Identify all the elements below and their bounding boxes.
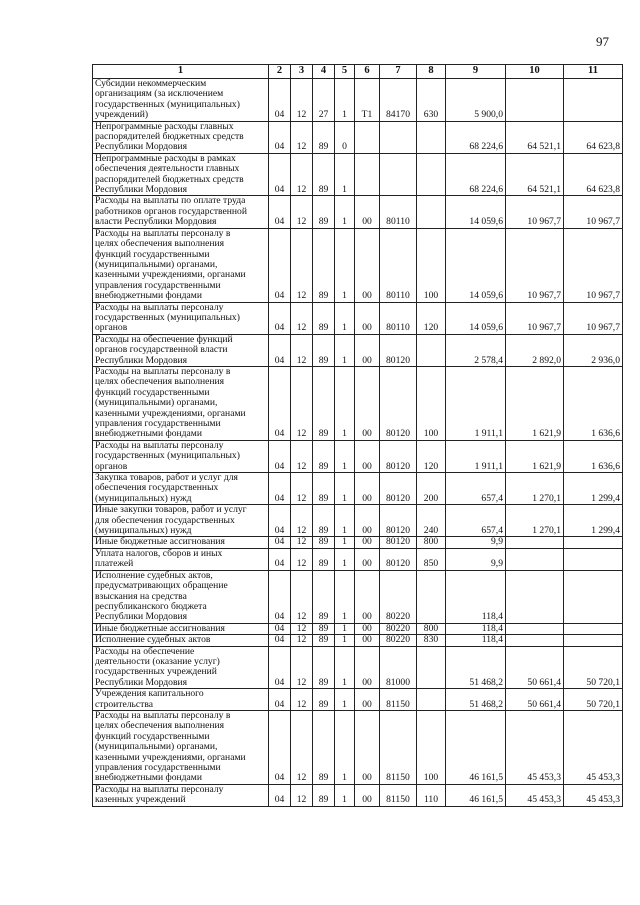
- table-row: [93, 196, 623, 228]
- code-cell: 80120: [380, 473, 417, 505]
- code-cell: 00: [355, 646, 380, 689]
- table-row: [93, 548, 623, 570]
- code-cell: 89: [313, 366, 335, 440]
- amount-cell: [564, 548, 623, 570]
- code-cell: 00: [355, 473, 380, 505]
- row-description: Субсидии некоммерческим организациям (за исключением государственных (муниципальных) учреждений): [93, 79, 269, 122]
- table-row: [93, 79, 623, 122]
- row-description: Учреждения капитального строительства: [93, 689, 269, 711]
- row-description: Исполнение судебных актов: [93, 635, 269, 646]
- amount-cell: [506, 548, 564, 570]
- code-cell: 04: [269, 79, 291, 122]
- code-cell: [417, 689, 446, 711]
- table-row: [93, 689, 623, 711]
- code-cell: 81150: [380, 710, 417, 784]
- code-cell: 89: [313, 153, 335, 196]
- code-cell: 80120: [380, 537, 417, 548]
- amount-cell: 14 059,6: [446, 228, 506, 302]
- amount-cell: 10 967,7: [564, 302, 623, 334]
- amount-cell: [506, 635, 564, 646]
- column-header-1: 1: [93, 65, 269, 79]
- code-cell: 80220: [380, 635, 417, 646]
- code-cell: 12: [291, 366, 313, 440]
- code-cell: 04: [269, 440, 291, 472]
- code-cell: 04: [269, 689, 291, 711]
- amount-cell: 2 892,0: [506, 334, 564, 366]
- code-cell: [417, 196, 446, 228]
- code-cell: 12: [291, 79, 313, 122]
- code-cell: 27: [313, 79, 335, 122]
- amount-cell: 46 161,5: [446, 710, 506, 784]
- amount-cell: 14 059,6: [446, 302, 506, 334]
- code-cell: 1: [335, 228, 355, 302]
- row-description: Расходы на выплаты персоналу в целях обеспечения выполнения функций государственными (муниципальными) органами, казенными учреждениями, органами управления государственными внебюджетными фондами: [93, 366, 269, 440]
- code-cell: 1: [335, 302, 355, 334]
- code-cell: 100: [417, 228, 446, 302]
- amount-cell: 9,9: [446, 537, 506, 548]
- code-cell: 12: [291, 334, 313, 366]
- code-cell: 1: [335, 79, 355, 122]
- code-cell: 12: [291, 784, 313, 806]
- code-cell: 12: [291, 623, 313, 634]
- budget-table: [92, 64, 623, 807]
- code-cell: 89: [313, 473, 335, 505]
- amount-cell: [506, 537, 564, 548]
- code-cell: 04: [269, 635, 291, 646]
- amount-cell: 46 161,5: [446, 784, 506, 806]
- table-body: [93, 79, 623, 807]
- code-cell: 00: [355, 366, 380, 440]
- code-cell: 89: [313, 570, 335, 623]
- amount-cell: 1 636,6: [564, 440, 623, 472]
- table-row: [93, 121, 623, 153]
- code-cell: 04: [269, 121, 291, 153]
- row-description: Расходы на выплаты персоналу в целях обеспечения выполнения функций государственными (муниципальными) органами, казенными учреждениями, органами управления государственными внебюджетными фондами: [93, 228, 269, 302]
- amount-cell: 64 521,1: [506, 153, 564, 196]
- table-row: [93, 784, 623, 806]
- table-row: [93, 334, 623, 366]
- amount-cell: 64 623,8: [564, 153, 623, 196]
- amount-cell: 50 661,4: [506, 689, 564, 711]
- code-cell: 1: [335, 646, 355, 689]
- code-cell: 1: [335, 710, 355, 784]
- code-cell: 1: [335, 153, 355, 196]
- code-cell: 630: [417, 79, 446, 122]
- code-cell: 80220: [380, 570, 417, 623]
- amount-cell: 657,4: [446, 473, 506, 505]
- code-cell: 00: [355, 537, 380, 548]
- table-row: [93, 570, 623, 623]
- code-cell: 04: [269, 153, 291, 196]
- amount-cell: [564, 79, 623, 122]
- code-cell: 850: [417, 548, 446, 570]
- amount-cell: 10 967,7: [564, 228, 623, 302]
- code-cell: 1: [335, 366, 355, 440]
- code-cell: 12: [291, 505, 313, 537]
- column-header-5: 5: [335, 65, 355, 79]
- column-header-4: 4: [313, 65, 335, 79]
- amount-cell: 2 578,4: [446, 334, 506, 366]
- amount-cell: 1 299,4: [564, 505, 623, 537]
- amount-cell: 45 453,3: [506, 710, 564, 784]
- amount-cell: [564, 623, 623, 634]
- amount-cell: 50 661,4: [506, 646, 564, 689]
- code-cell: [417, 153, 446, 196]
- amount-cell: 10 967,7: [506, 196, 564, 228]
- code-cell: 81000: [380, 646, 417, 689]
- code-cell: 89: [313, 121, 335, 153]
- table-row: [93, 473, 623, 505]
- code-cell: [380, 153, 417, 196]
- code-cell: 89: [313, 334, 335, 366]
- code-cell: 12: [291, 689, 313, 711]
- code-cell: 12: [291, 440, 313, 472]
- code-cell: 1: [335, 440, 355, 472]
- amount-cell: [506, 79, 564, 122]
- code-cell: 89: [313, 646, 335, 689]
- amount-cell: 1 270,1: [506, 473, 564, 505]
- code-cell: 100: [417, 710, 446, 784]
- code-cell: 1: [335, 623, 355, 634]
- amount-cell: [506, 570, 564, 623]
- code-cell: 04: [269, 537, 291, 548]
- row-description: Исполнение судебных актов, предусматривающих обращение взыскания на средства республиканского бюджета Республики Мордовия: [93, 570, 269, 623]
- code-cell: 1: [335, 548, 355, 570]
- amount-cell: 10 967,7: [506, 302, 564, 334]
- table-row: [93, 623, 623, 634]
- code-cell: 89: [313, 548, 335, 570]
- amount-cell: 51 468,2: [446, 689, 506, 711]
- row-description: Уплата налогов, сборов и иных платежей: [93, 548, 269, 570]
- row-description: Расходы на выплаты персоналу в целях обеспечения выполнения функций государственными (муниципальными) органами, казенными учреждениями, органами управления государственными внебюджетными фондами: [93, 710, 269, 784]
- row-description: Непрограммные расходы главных распорядителей бюджетных средств Республики Мордовия: [93, 121, 269, 153]
- code-cell: 12: [291, 473, 313, 505]
- code-cell: 12: [291, 196, 313, 228]
- table-row: [93, 646, 623, 689]
- code-cell: 80110: [380, 228, 417, 302]
- row-description: Иные бюджетные ассигнования: [93, 537, 269, 548]
- column-header-2: 2: [269, 65, 291, 79]
- code-cell: 12: [291, 121, 313, 153]
- row-description: Закупка товаров, работ и услуг для обеспечения государственных (муниципальных) нужд: [93, 473, 269, 505]
- code-cell: 80120: [380, 505, 417, 537]
- table-row: [93, 710, 623, 784]
- code-cell: 1: [335, 505, 355, 537]
- column-header-9: 9: [446, 65, 506, 79]
- code-cell: 89: [313, 196, 335, 228]
- amount-cell: 45 453,3: [506, 784, 564, 806]
- code-cell: 04: [269, 623, 291, 634]
- column-header-11: 11: [564, 65, 623, 79]
- code-cell: 00: [355, 228, 380, 302]
- code-cell: 04: [269, 196, 291, 228]
- code-cell: 1: [335, 570, 355, 623]
- table-row: [93, 302, 623, 334]
- code-cell: 80120: [380, 366, 417, 440]
- code-cell: 1: [335, 784, 355, 806]
- code-cell: 04: [269, 366, 291, 440]
- table-row: [93, 228, 623, 302]
- row-description: Расходы на обеспечение деятельности (оказание услуг) государственных учреждений Республики Мордовия: [93, 646, 269, 689]
- code-cell: 04: [269, 473, 291, 505]
- code-cell: 00: [355, 302, 380, 334]
- code-cell: [380, 121, 417, 153]
- amount-cell: 68 224,6: [446, 153, 506, 196]
- code-cell: 100: [417, 366, 446, 440]
- amount-cell: [564, 537, 623, 548]
- amount-cell: 50 720,1: [564, 689, 623, 711]
- code-cell: 12: [291, 537, 313, 548]
- code-cell: 200: [417, 473, 446, 505]
- amount-cell: 10 967,7: [564, 196, 623, 228]
- amount-cell: 68 224,6: [446, 121, 506, 153]
- code-cell: 80120: [380, 334, 417, 366]
- code-cell: 1: [335, 537, 355, 548]
- row-description: Расходы на выплаты по оплате труда работников органов государственной власти Республики Мордовия: [93, 196, 269, 228]
- table-row: [93, 537, 623, 548]
- row-description: Расходы на выплаты персоналу казенных учреждений: [93, 784, 269, 806]
- code-cell: 1: [335, 196, 355, 228]
- code-cell: [355, 153, 380, 196]
- amount-cell: 1 299,4: [564, 473, 623, 505]
- amount-cell: 5 900,0: [446, 79, 506, 122]
- amount-cell: 14 059,6: [446, 196, 506, 228]
- code-cell: 12: [291, 646, 313, 689]
- code-cell: 89: [313, 623, 335, 634]
- amount-cell: 45 453,3: [564, 710, 623, 784]
- code-cell: 89: [313, 784, 335, 806]
- table-row: [93, 153, 623, 196]
- amount-cell: 118,4: [446, 635, 506, 646]
- code-cell: 80110: [380, 196, 417, 228]
- code-cell: 00: [355, 196, 380, 228]
- column-header-6: 6: [355, 65, 380, 79]
- amount-cell: 118,4: [446, 570, 506, 623]
- amount-cell: 64 623,8: [564, 121, 623, 153]
- code-cell: 81150: [380, 784, 417, 806]
- code-cell: 12: [291, 228, 313, 302]
- amount-cell: 118,4: [446, 623, 506, 634]
- code-cell: 800: [417, 623, 446, 634]
- code-cell: 80120: [380, 440, 417, 472]
- table-row: [93, 366, 623, 440]
- code-cell: [417, 121, 446, 153]
- code-cell: 80220: [380, 623, 417, 634]
- amount-cell: 1 911,1: [446, 366, 506, 440]
- amount-cell: 1 636,6: [564, 366, 623, 440]
- code-cell: 120: [417, 440, 446, 472]
- code-cell: 830: [417, 635, 446, 646]
- code-cell: 04: [269, 334, 291, 366]
- code-cell: 04: [269, 570, 291, 623]
- code-cell: 80110: [380, 302, 417, 334]
- amount-cell: 50 720,1: [564, 646, 623, 689]
- amount-cell: 9,9: [446, 548, 506, 570]
- amount-cell: 64 521,1: [506, 121, 564, 153]
- code-cell: [417, 334, 446, 366]
- code-cell: 00: [355, 623, 380, 634]
- code-cell: 1: [335, 334, 355, 366]
- code-cell: 1: [335, 635, 355, 646]
- row-description: Расходы на выплаты персоналу государственных (муниципальных) органов: [93, 440, 269, 472]
- code-cell: 00: [355, 334, 380, 366]
- code-cell: 89: [313, 710, 335, 784]
- code-cell: 0: [335, 121, 355, 153]
- amount-cell: [506, 623, 564, 634]
- column-header-8: 8: [417, 65, 446, 79]
- amount-cell: 45 453,3: [564, 784, 623, 806]
- code-cell: 12: [291, 710, 313, 784]
- amount-cell: 657,4: [446, 505, 506, 537]
- page-number: 97: [596, 34, 609, 49]
- code-cell: 04: [269, 710, 291, 784]
- code-cell: 12: [291, 635, 313, 646]
- column-header-10: 10: [506, 65, 564, 79]
- code-cell: 89: [313, 228, 335, 302]
- code-cell: 00: [355, 784, 380, 806]
- code-cell: 80120: [380, 548, 417, 570]
- code-cell: 110: [417, 784, 446, 806]
- code-cell: 00: [355, 440, 380, 472]
- code-cell: 89: [313, 440, 335, 472]
- code-cell: 89: [313, 505, 335, 537]
- code-cell: 120: [417, 302, 446, 334]
- code-cell: 00: [355, 570, 380, 623]
- code-cell: 89: [313, 302, 335, 334]
- code-cell: [355, 121, 380, 153]
- row-description: Расходы на выплаты персоналу государственных (муниципальных) органов: [93, 302, 269, 334]
- amount-cell: 2 936,0: [564, 334, 623, 366]
- code-cell: 12: [291, 302, 313, 334]
- amount-cell: [564, 570, 623, 623]
- table-row: [93, 635, 623, 646]
- code-cell: 1: [335, 689, 355, 711]
- code-cell: 04: [269, 646, 291, 689]
- code-cell: 12: [291, 153, 313, 196]
- amount-cell: 1 911,1: [446, 440, 506, 472]
- code-cell: 04: [269, 228, 291, 302]
- row-description: Иные закупки товаров, работ и услуг для обеспечения государственных (муниципальных) нужд: [93, 505, 269, 537]
- column-header-7: 7: [380, 65, 417, 79]
- code-cell: 00: [355, 710, 380, 784]
- amount-cell: [564, 635, 623, 646]
- code-cell: 1: [335, 473, 355, 505]
- code-cell: 12: [291, 570, 313, 623]
- code-cell: 240: [417, 505, 446, 537]
- row-description: Непрограммные расходы в рамках обеспечения деятельности главных распорядителей бюджетных средств Республики Мордовия: [93, 153, 269, 196]
- column-header-3: 3: [291, 65, 313, 79]
- code-cell: 12: [291, 548, 313, 570]
- code-cell: 89: [313, 689, 335, 711]
- code-cell: 04: [269, 548, 291, 570]
- amount-cell: 1 621,9: [506, 366, 564, 440]
- code-cell: 00: [355, 689, 380, 711]
- amount-cell: 1 621,9: [506, 440, 564, 472]
- code-cell: 89: [313, 635, 335, 646]
- code-cell: 84170: [380, 79, 417, 122]
- row-description: Расходы на обеспечение функций органов государственной власти Республики Мордовия: [93, 334, 269, 366]
- amount-cell: 10 967,7: [506, 228, 564, 302]
- row-description: Иные бюджетные ассигнования: [93, 623, 269, 634]
- code-cell: 04: [269, 784, 291, 806]
- code-cell: 81150: [380, 689, 417, 711]
- code-cell: 04: [269, 505, 291, 537]
- amount-cell: 1 270,1: [506, 505, 564, 537]
- code-cell: 89: [313, 537, 335, 548]
- table-row: [93, 440, 623, 472]
- code-cell: 800: [417, 537, 446, 548]
- code-cell: Т1: [355, 79, 380, 122]
- table-row: [93, 505, 623, 537]
- table-header-row: [93, 65, 623, 79]
- amount-cell: 51 468,2: [446, 646, 506, 689]
- code-cell: [417, 570, 446, 623]
- code-cell: 00: [355, 548, 380, 570]
- code-cell: [417, 646, 446, 689]
- code-cell: 00: [355, 505, 380, 537]
- code-cell: 04: [269, 302, 291, 334]
- code-cell: 00: [355, 635, 380, 646]
